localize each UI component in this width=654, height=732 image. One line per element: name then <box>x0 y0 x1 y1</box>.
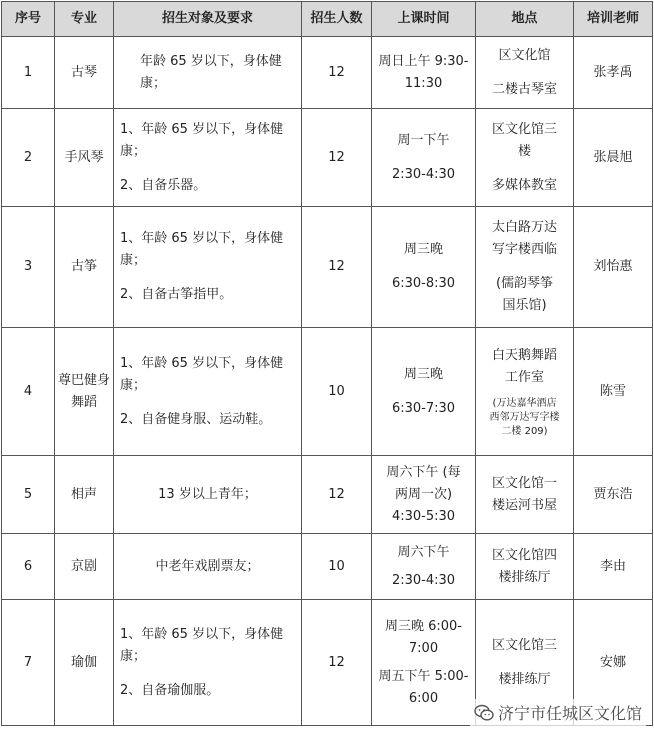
cell-requirements <box>114 456 302 534</box>
time-line: 两周一次) <box>394 486 453 502</box>
time-line: 周日上午 9:30- <box>378 53 469 69</box>
header-requirements: 招生对象及要求 <box>114 2 302 37</box>
time-line: 11:30 <box>404 75 443 91</box>
cell-requirements <box>114 109 302 207</box>
cell-place <box>476 207 574 328</box>
cell-major: 尊巴健身舞蹈 <box>55 328 114 456</box>
cell-major: 古筝 <box>55 207 114 328</box>
cell-teacher: 安娜 <box>574 600 653 726</box>
cell-teacher: 张晨旭 <box>574 109 653 207</box>
header-count: 招生人数 <box>302 2 372 37</box>
cell-time <box>372 456 476 534</box>
wechat-icon <box>474 704 494 722</box>
cell-no: 2 <box>2 109 55 207</box>
header-place: 地点 <box>476 2 574 37</box>
cell-time <box>372 109 476 207</box>
cell-no: 4 <box>2 328 55 456</box>
req-line: 2、自备乐器。 <box>120 177 207 193</box>
req-line: 1、年龄 65 岁以下，身体健康； <box>120 626 284 664</box>
cell-count: 12 <box>302 109 372 207</box>
cell-teacher: 张孝禹 <box>574 37 653 109</box>
place-line: 楼排练厅 <box>498 671 551 687</box>
place-line: (儒韵琴筝 <box>495 276 554 291</box>
place-note: 二楼 209) <box>501 425 548 437</box>
place-line: 二楼古琴室 <box>491 81 557 97</box>
time-line: 2:30-4:30 <box>391 572 456 588</box>
cell-major: 瑜伽 <box>55 600 114 726</box>
time-line: 周六下午 <box>397 544 450 560</box>
cell-major: 京剧 <box>55 534 114 600</box>
cell-place <box>476 456 574 534</box>
cell-count: 12 <box>302 207 372 328</box>
time-line: 周三晚 <box>403 366 443 382</box>
header-major: 专业 <box>55 2 114 37</box>
place-line: 工作室 <box>504 369 544 385</box>
place-line: 多媒体教室 <box>491 177 557 193</box>
place-line: 区文化馆 <box>498 47 551 63</box>
place-line: 区文化馆四 <box>491 547 557 563</box>
req-line: 1、年龄 65 岁以下，身体健康； <box>120 231 284 268</box>
table-row <box>2 328 653 456</box>
cell-time <box>372 534 476 600</box>
cell-time <box>372 328 476 456</box>
cell-requirements <box>114 37 302 109</box>
place-line: 区文化馆三 <box>491 637 557 653</box>
time-line: 周六下午 (每 <box>386 464 461 480</box>
cell-no: 1 <box>2 37 55 109</box>
req-line: 13 岁以上青年； <box>158 486 257 502</box>
table-row <box>2 456 653 534</box>
cell-place <box>476 109 574 207</box>
table-row <box>2 37 653 109</box>
cell-teacher: 刘怡惠 <box>574 207 653 328</box>
cell-no: 5 <box>2 456 55 534</box>
req-line: 2、自备瑜伽服。 <box>120 682 220 698</box>
time-line: 6:30-7:30 <box>391 400 456 416</box>
time-line: 6:30-8:30 <box>391 276 456 291</box>
table-row <box>2 207 653 328</box>
watermark-text: 济宁市任城区文化馆 <box>497 704 642 723</box>
cell-teacher: 陈雪 <box>574 328 653 456</box>
time-line: 周三晚 <box>403 242 443 257</box>
time-line: 6:00 <box>408 690 439 706</box>
place-line: 楼 <box>517 143 531 159</box>
cell-requirements <box>114 207 302 328</box>
cell-count: 12 <box>302 456 372 534</box>
cell-place <box>476 37 574 109</box>
req-line: 1、年龄 65 岁以下，身体健康； <box>120 121 284 159</box>
cell-major: 手风琴 <box>55 109 114 207</box>
place-line: 写字楼西临 <box>491 242 557 257</box>
time-line: 4:30-5:30 <box>391 508 456 524</box>
req-line: 2、自备古筝指甲。 <box>120 287 233 302</box>
place-line: 白天鹅舞蹈 <box>491 347 557 363</box>
req-line: 1、年龄 65 岁以下，身体健康； <box>120 355 284 393</box>
cell-no: 3 <box>2 207 55 328</box>
cell-time <box>372 37 476 109</box>
cell-count: 10 <box>302 534 372 600</box>
cell-time <box>372 207 476 328</box>
watermark <box>470 699 646 726</box>
cell-teacher: 李由 <box>574 534 653 600</box>
header-time: 上课时间 <box>372 2 476 37</box>
cell-place <box>476 534 574 600</box>
time-line: 2:30-4:30 <box>391 166 456 182</box>
cell-requirements <box>114 328 302 456</box>
header-no: 序号 <box>2 2 55 37</box>
time-line: 周一下午 <box>397 132 450 148</box>
time-line: 7:00 <box>408 640 439 656</box>
place-note: 西邻万达写字楼 <box>489 411 560 423</box>
table-row <box>2 109 653 207</box>
cell-no: 6 <box>2 534 55 600</box>
cell-major: 相声 <box>55 456 114 534</box>
place-line: 区文化馆三 <box>491 121 557 137</box>
place-line: 楼运河书屋 <box>491 497 557 513</box>
place-line: 太白路万达 <box>491 220 557 235</box>
place-line: 区文化馆一 <box>491 475 557 491</box>
req-line: 中老年戏剧票友； <box>155 558 260 574</box>
cell-count: 10 <box>302 328 372 456</box>
header-row <box>2 2 653 37</box>
cell-count: 12 <box>302 37 372 109</box>
time-line: 周三晚 6:00- <box>384 618 463 634</box>
cell-count: 12 <box>302 600 372 726</box>
cell-teacher: 贾东浩 <box>574 456 653 534</box>
table-row <box>2 534 653 600</box>
place-note: (万达嘉华酒店 <box>492 397 557 409</box>
cell-time <box>372 600 476 726</box>
req-line: 年龄 65 岁以下，身体健康； <box>140 53 282 91</box>
place-line: 国乐馆) <box>502 298 547 313</box>
place-line: 楼排练厅 <box>498 569 551 585</box>
req-line: 2、自备健身服、运动鞋。 <box>120 411 272 427</box>
cell-major: 古琴 <box>55 37 114 109</box>
cell-place <box>476 328 574 456</box>
time-line: 周五下午 5:00- <box>378 668 469 684</box>
course-table <box>1 1 653 726</box>
cell-no: 7 <box>2 600 55 726</box>
cell-requirements <box>114 534 302 600</box>
header-teacher: 培训老师 <box>574 2 653 37</box>
cell-requirements <box>114 600 302 726</box>
